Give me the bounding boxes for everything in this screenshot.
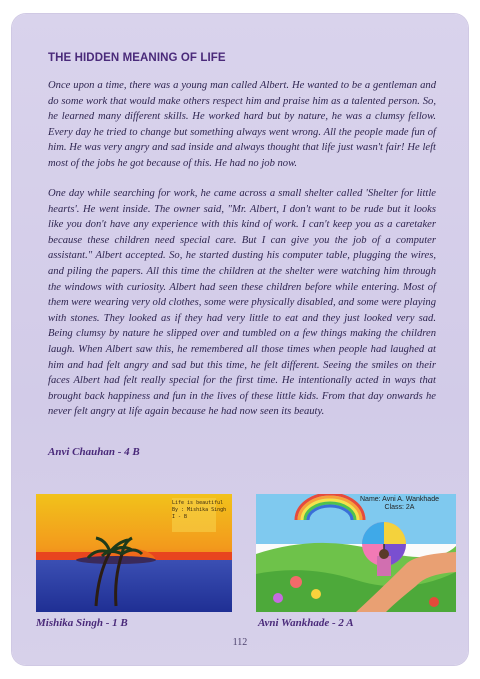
page <box>12 14 468 665</box>
author-credit: Anvi Chauhan - 4 B <box>48 446 140 458</box>
artwork-note: Life is beautiful By : Mishika Singh I - B <box>172 500 227 520</box>
paragraph-1: Once upon a time, there was a young man called Albert. He wanted to be a gentleman and do some work that would make others respect him and praise him as a talented person. So, he learned many different skills. He worked hard but by nature, he was a clumsy fellow. Every day he tried to change but something always went wrong. All the people made fun of him. He was very angry and sad inside and always thought that life just wasn't fair! He left most of the jobs he got because of this. He had no job now. <box>48 80 436 169</box>
artwork-label: Name: Avni A. Wankhade Class: 2A <box>360 496 439 511</box>
artwork-credit-avni: Avni Wankhade - 2 A <box>258 617 354 629</box>
article-title: THE HIDDEN MEANING OF LIFE <box>48 52 226 64</box>
artwork-umbrella <box>256 494 456 612</box>
artwork-credit-mishika: Mishika Singh - 1 B <box>36 617 128 629</box>
page-number: 112 <box>232 637 248 648</box>
artwork-sunset <box>36 494 232 612</box>
paragraph-2: One day while searching for work, he came across a small shelter called 'Shelter for little hearts'. He went inside. The owner said, "Mr. Albert, I don't want to be rude but it looks like you don't have any experience with this kind of work. I can't keep you as a caretaker because these children need special care. But I can give you the job of a computer assistant." Albert accepted. So, he started dusting his computer table, plugging the wires, and piling the papers. All this time the children at the shelter were watching him through the windows with curiosity. Albert had seen these children before while entering. Most of them were wearing very old clothes, some were physically disabled, and some were playing with stones. They looked as if they had very little to eat and they just looked very sad. Being clumsy by nature he slipped over and tumbled on a few things making the children laugh. When Albert saw this, he remembered all those times when people had laughed at him and had felt angry and sad but this time, he felt different. Seeing the smiles on their faces Albert had felt really special for the first time. He intentionally acted in ways that brought back happiness and fun in the lives of these little kids. From that day onwards he never felt angry at life again because he had now seen its beauty. <box>48 188 436 418</box>
